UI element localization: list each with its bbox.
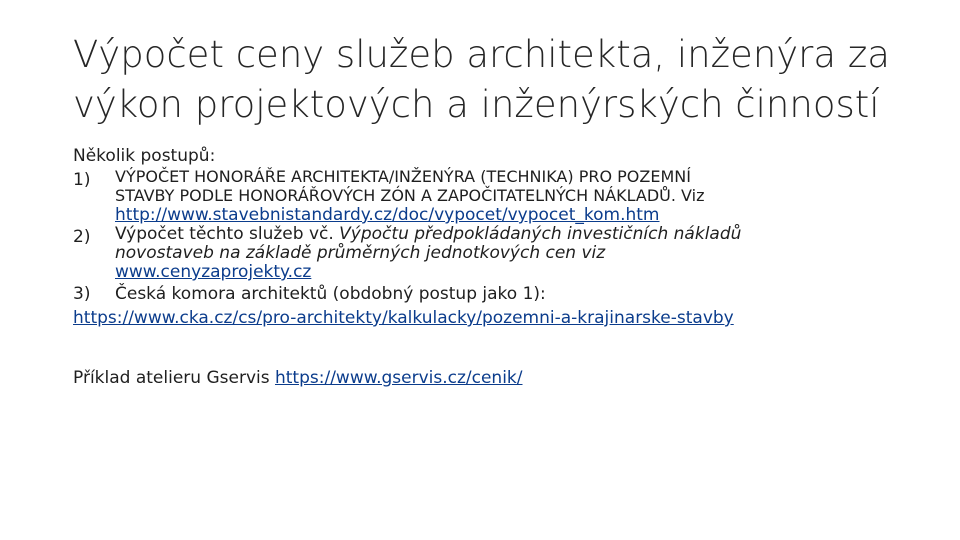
list-item-content [115, 282, 933, 306]
cenyzaprojekty-link[interactable]: www.cenyzaprojekty.cz [115, 262, 312, 282]
list-item-content [115, 225, 933, 282]
list-item-content [115, 168, 933, 225]
item-2-line-1 [115, 225, 933, 244]
item-2-line-2: novostaveb na základě průměrných jednotkových cen viz [115, 243, 606, 263]
item-1-line-1: VÝPOČET HONORÁŘE ARCHITEKTA/INŽENÝRA (TECHNIKA) PRO POZEMNÍ [115, 167, 691, 186]
item-2-italic: Výpočtu předpokládaných investičních nákladů [339, 224, 742, 244]
stavebnistandardy-link[interactable]: http://www.stavebnistandardy.cz/doc/vypocet/vypocet_kom.htm [115, 205, 660, 225]
intro-text: Několik postupů: [73, 146, 216, 166]
slide-title [73, 30, 933, 130]
title-line-1: Výpočet ceny služeb architekta, inženýra za [73, 33, 890, 76]
list-number: 1) [73, 170, 91, 190]
cka-link[interactable]: https://www.cka.cz/cs/pro-architekty/kalkulacky/pozemni-a-krajinarske-stavby [73, 308, 734, 328]
title-line-2: výkon projektových a inženýrských činností [73, 83, 880, 126]
slide-body [73, 144, 933, 390]
gservis-link[interactable]: https://www.gservis.cz/cenik/ [274, 368, 523, 388]
list-number: 2) [73, 227, 91, 247]
spacer [73, 330, 933, 366]
list-item-3 [73, 282, 933, 306]
list-number: 3) [73, 284, 91, 304]
list-item-2 [73, 225, 933, 282]
list-item-1 [73, 168, 933, 225]
example-line [73, 366, 933, 390]
item-1-line-2: STAVBY PODLE HONORÁŘOVÝCH ZÓN A ZAPOČITATELNÝCH NÁKLADŮ. Viz [115, 186, 705, 205]
item-3-line-1: Česká komora architektů (obdobný postup jako 1): [115, 284, 546, 304]
item-2-text: Výpočet těchto služeb vč. [115, 224, 340, 244]
example-label: Příklad atelieru Gservis [73, 368, 275, 388]
